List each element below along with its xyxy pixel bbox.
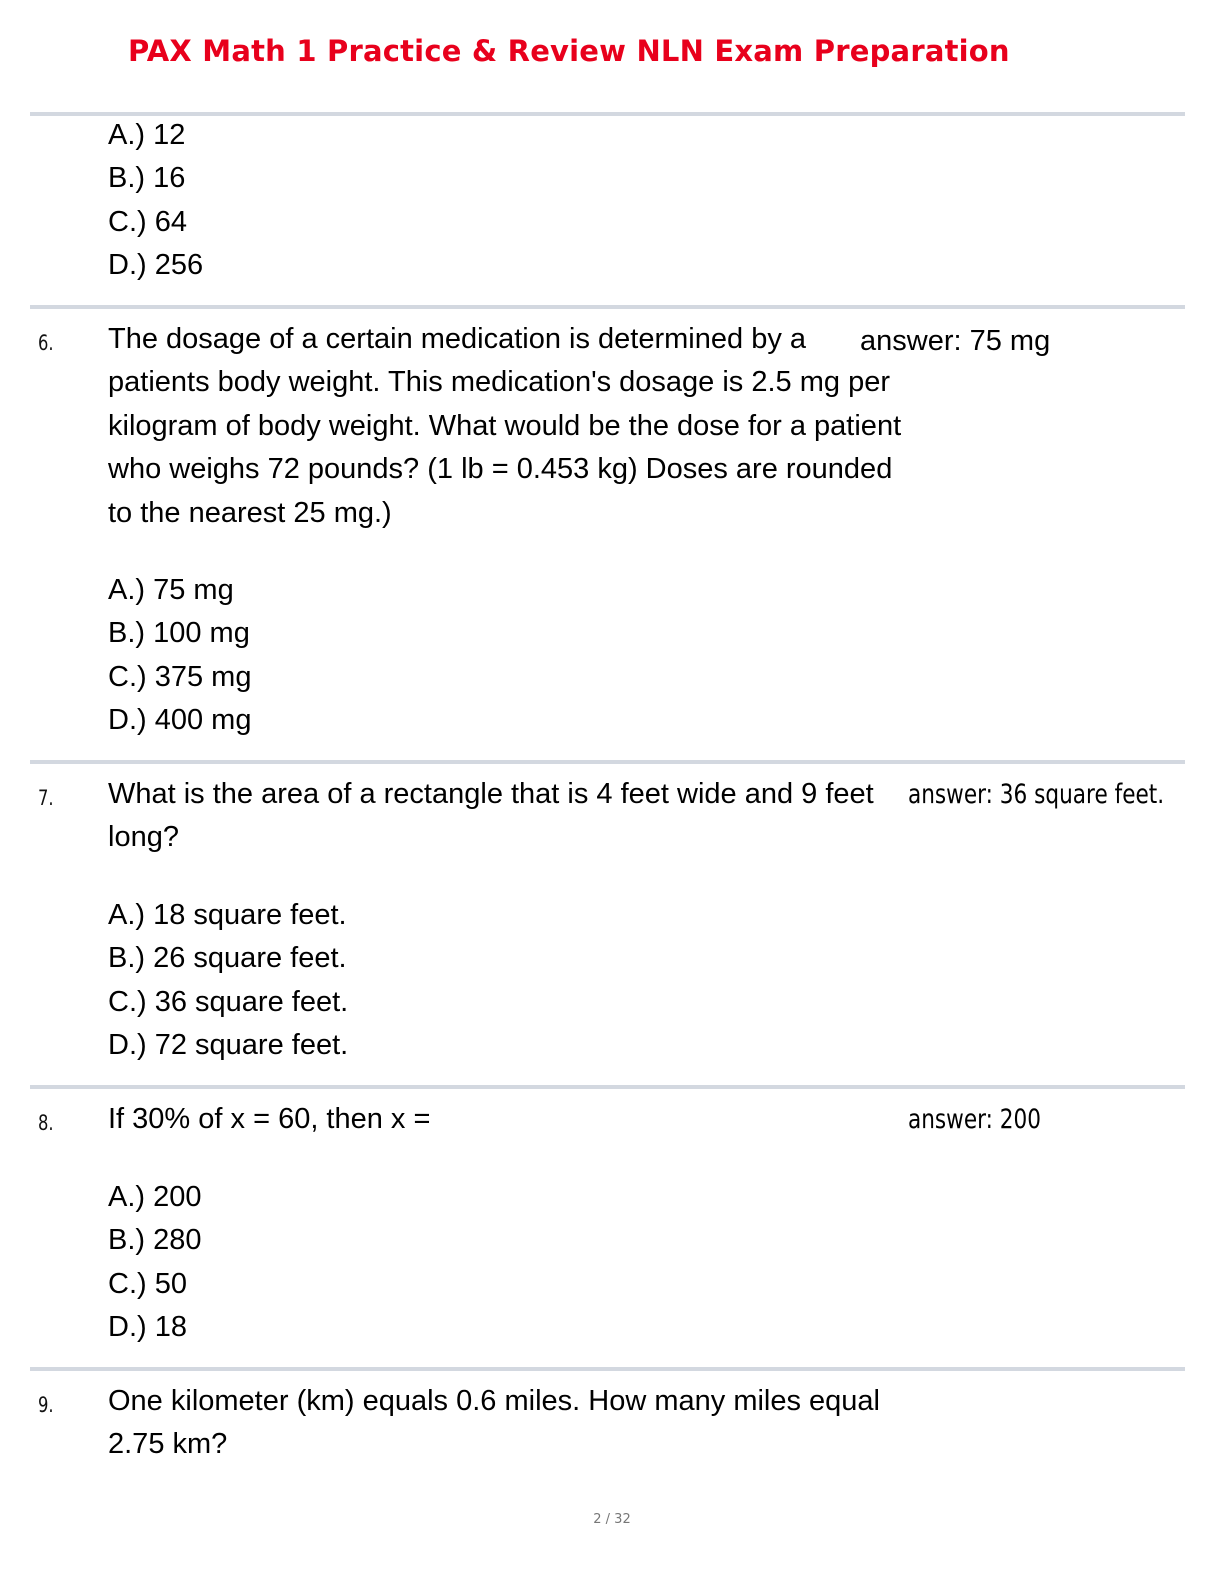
choice-d: D.) 256 [108, 249, 204, 282]
question-number: 8. [38, 1111, 54, 1135]
document-title: PAX Math 1 Practice & Review NLN Exam Preparation [128, 34, 1010, 68]
choice-c: C.) 375 mg [108, 660, 252, 693]
question-number: 7. [38, 786, 54, 810]
answer-value: 36 square feet. [999, 779, 1165, 810]
question-text: What is the area of a rectangle that is 4 feet wide and 9 feet long? [108, 778, 874, 854]
choice-b: B.) 100 mg [108, 617, 250, 650]
choice-d: D.) 400 mg [108, 704, 252, 737]
answer-choices-q8 [108, 1176, 202, 1350]
choice-a: A.) 18 square feet. [108, 899, 347, 931]
answer-key [908, 779, 1164, 810]
answer-choices-q7 [108, 894, 348, 1068]
answer-key [908, 1104, 1041, 1135]
section-divider [30, 112, 1185, 116]
choice-a: A.) 200 [108, 1181, 202, 1213]
question-number: 9. [38, 1393, 54, 1417]
answer-value: 200 [999, 1104, 1042, 1135]
section-divider [30, 760, 1185, 764]
choice-c: C.) 36 square feet. [108, 985, 349, 1018]
answer-choices-q6 [108, 569, 251, 743]
choice-b: B.) 26 square feet. [108, 942, 347, 975]
question-number: 6. [38, 331, 54, 355]
section-divider [30, 1367, 1185, 1371]
choice-a: A.) 75 mg [108, 574, 234, 606]
choice-c: C.) 50 [108, 1267, 187, 1300]
choice-d: D.) 18 [108, 1311, 187, 1344]
choice-b: B.) 280 [108, 1224, 202, 1257]
answer-label: answer: [908, 779, 993, 810]
answer-value: 75 mg [969, 325, 1051, 357]
answer-choices-q5 [108, 114, 203, 288]
answer-label: answer: [860, 325, 962, 357]
question-text: The dosage of a certain medication is determined by a patients body weight. This medication's dosage is 2.5 mg per kilogram of body weight. What would be the dose for a patient who weighs 72 pounds? (1 lb = 0.453 kg) Doses are rounded to the nearest 25 mg.) [108, 323, 902, 529]
question-text: If 30% of x = 60, then x = [108, 1103, 431, 1135]
choice-a: A.) 12 [108, 119, 186, 151]
page-indicator: 2 / 32 [593, 1512, 631, 1527]
answer-key [860, 325, 1050, 358]
answer-label: answer: [908, 1104, 993, 1135]
section-divider [30, 305, 1185, 309]
choice-c: C.) 64 [108, 205, 187, 238]
choice-b: B.) 16 [108, 162, 186, 195]
question-text: One kilometer (km) equals 0.6 miles. How many miles equal 2.75 km? [108, 1385, 880, 1461]
section-divider [30, 1085, 1185, 1089]
choice-d: D.) 72 square feet. [108, 1029, 349, 1062]
